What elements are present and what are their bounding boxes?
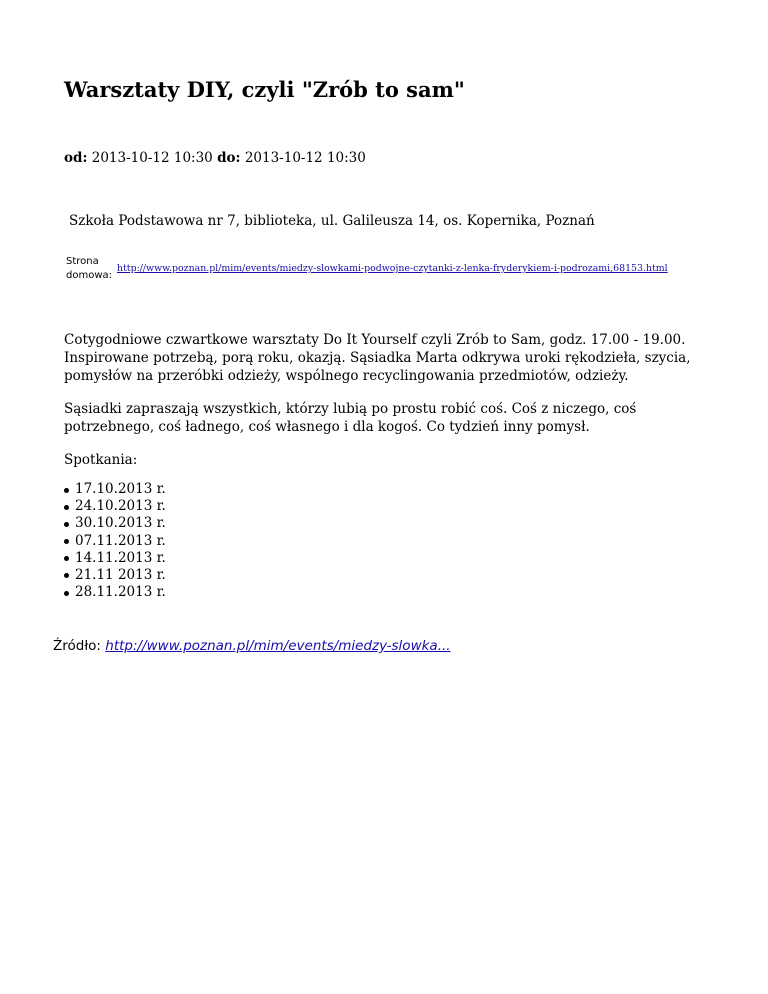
meeting-date: 14.11.2013 r. — [75, 549, 166, 566]
meeting-date: 30.10.2013 r. — [75, 515, 166, 532]
bullet-icon — [64, 488, 69, 493]
date-to-label: do: — [217, 150, 241, 166]
event-location: Szkoła Podstawowa nr 7, biblioteka, ul. Galileusza 14, os. Kopernika, Poznań — [69, 213, 595, 229]
source-label: Źródło: — [53, 638, 101, 654]
date-from-value: 2013-10-12 10:30 — [91, 150, 213, 166]
meeting-date: 21.11 2013 r. — [75, 566, 166, 583]
list-item — [64, 533, 724, 550]
event-title: Warsztaty DIY, czyli "Zrób to sam" — [64, 77, 465, 102]
list-item — [64, 567, 724, 584]
description-paragraph: Sąsiadki zapraszają wszystkich, którzy lubią po prostu robić coś. Coś z niczego, coś potrzebnego, coś ładnego, coś własnego i dla kogoś. Co tydzień inny pomysł. — [64, 401, 637, 435]
event-dates — [64, 149, 366, 167]
list-item — [64, 515, 724, 532]
meeting-date: 24.10.2013 r. — [75, 498, 166, 515]
source-line — [53, 637, 451, 655]
description-paragraph: Cotygodniowe czwartkowe warsztaty Do It Yourself czyli Zrób to Sam, godz. 17.00 - 19.00. Inspirowane potrzebą, porą roku, okazją. Sąsiadka Marta odkrywa uroki rękodzieła, szycia, pomysłów na przeróbki odzieży, wspólnego recyclingowania przedmiotów, odzieży. — [64, 332, 691, 384]
homepage-link[interactable]: http://www.poznan.pl/mim/events/miedzy-slowkami-podwojne-czytanki-z-lenka-fryderykiem-i-podrozami,68153.html — [117, 263, 668, 274]
event-description — [64, 331, 724, 601]
list-item — [64, 550, 724, 567]
bullet-icon — [64, 591, 69, 596]
bullet-icon — [64, 505, 69, 510]
meetings-heading: Spotkania: — [64, 452, 138, 468]
list-item — [64, 584, 724, 601]
source-link[interactable]: http://www.poznan.pl/mim/events/miedzy-slowka... — [105, 638, 451, 654]
date-to-value: 2013-10-12 10:30 — [244, 150, 366, 166]
homepage-label: Strona domowa: — [66, 256, 113, 281]
bullet-icon — [64, 539, 69, 544]
date-from-label: od: — [64, 150, 88, 166]
list-item — [64, 498, 724, 515]
bullet-icon — [64, 556, 69, 561]
meetings-list — [64, 481, 724, 601]
bullet-icon — [64, 522, 69, 527]
meeting-date: 28.11.2013 r. — [75, 584, 166, 601]
list-item — [64, 481, 724, 498]
meeting-date: 07.11.2013 r. — [75, 532, 166, 549]
meeting-date: 17.10.2013 r. — [75, 481, 166, 497]
bullet-icon — [64, 573, 69, 578]
